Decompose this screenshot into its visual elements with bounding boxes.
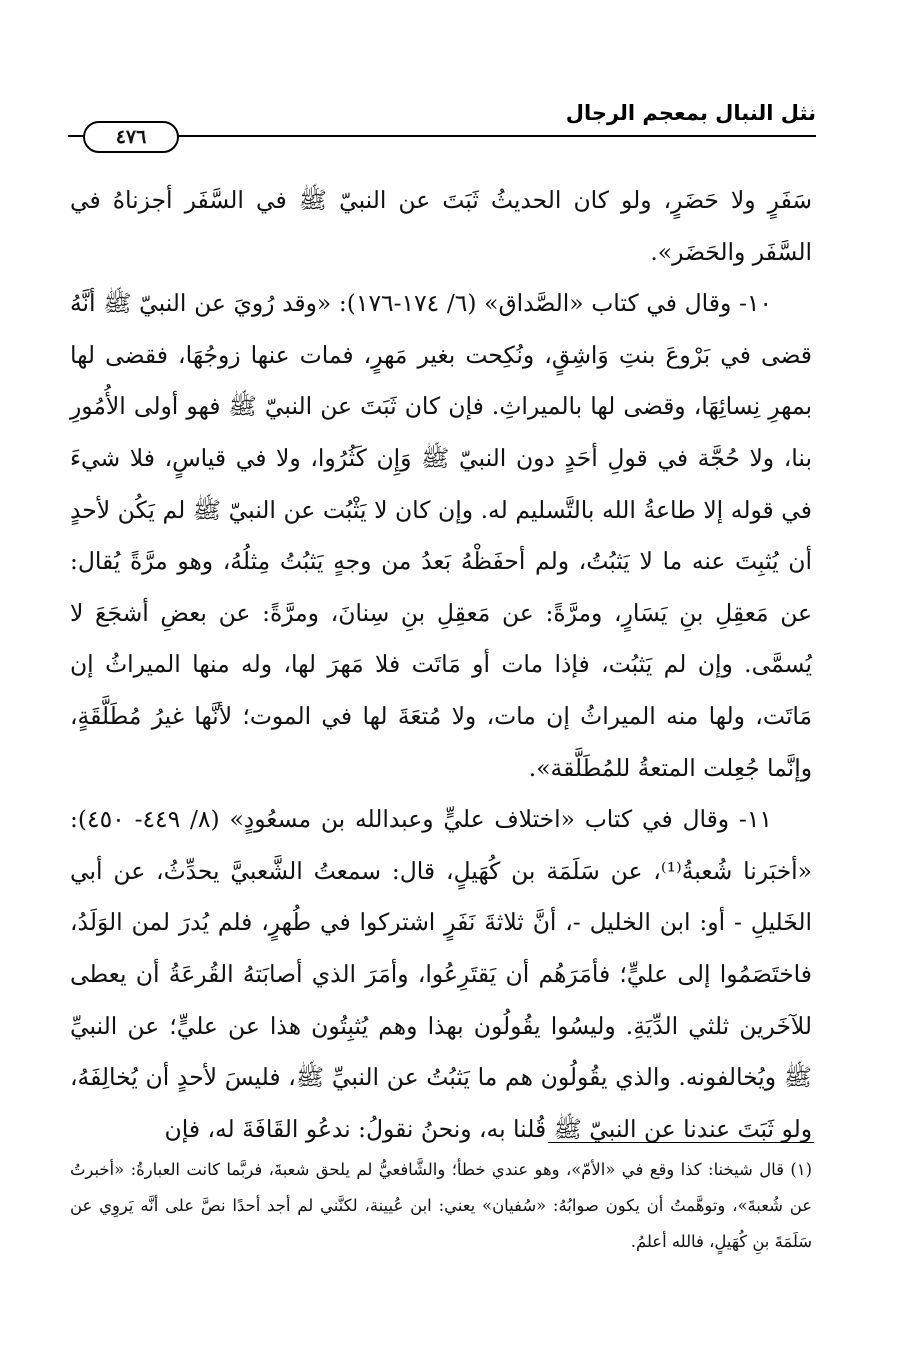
main-text — [70, 175, 812, 1155]
paragraph: سَفَرٍ ولا حَضَرٍ، ولو كان الحديثُ ثَبَتَ عن النبيّ ﷺ في السَّفَر أجزناهُ في السَّفَر والحَضَر». — [70, 186, 812, 266]
paragraph: ١٠- وقال في كتاب «الصَّداق» (٦/ ١٧٤-١٧٦): «وقد رُويَ عن النبيّ ﷺ أنَّهُ قضى في بَرْوعَ بنتِ وَاشِقٍ، ونُكِحت بغير مَهرٍ، فمات عنها زوجُهَا، فقضى لها بمهرِ نِسائِهَا، وقضى لها بالميراثِ. فإن كان ثَبَتَ عن النبيّ ﷺ فهو أولى الأُمُورِ بنا، ولا حُجَّة في قولِ أحَدٍ دون النبيّ ﷺ وَإِن كَثُرُوا، ولا في قياسٍ، فلا شيءَ في قوله إلا طاعةُ الله بالتَّسليم له. وإن كان لا يَثْبُت عن النبيّ ﷺ لم يَكُن لأحدٍ أن يُثبِتَ عنه ما لا يَثبُتُ، ولم أحفَظْهُ بَعدُ من وجهٍ يَثبُتُ مِثلُهُ، وهو مرَّةً يُقال: عن مَعقِلِ بنِ يَسَارٍ، ومرَّةً: عن مَعقِلِ بنِ سِنانَ، ومرَّةً: عن بعضِ أشجَعَ لا يُسمَّى. وإن لم يَثبُت، فإذا مات أو مَاتَت فلا مَهرَ لها، وله منها الميراثُ إن مَاتَت، ولها منه الميراثُ إن مات، ولا مُتعَةَ لها في الموت؛ لأنَّها غيرُ مُطَلَّقَةٍ، وإنَّما جُعِلت المتعةُ للمُطَلَّقة». — [70, 289, 812, 782]
page-header — [68, 95, 816, 155]
footnote: (١) قال شيخنا: كذا وقع في «الأمّ»، وهو عندي خطأ؛ والشَّافعيُّ لم يلحق شعبةَ، فربَّما كانت العبارةُ: «أخبرتُ عن شُعبةَ»، وتوهَّمتُ أن يكون صوابُهُ: «سُفيان» يعني: ابن عُيينة، لكنَّني لم أجد أحدًا نصَّ على أنَّه يَروِي عن سَلَمَةَ بنِ كُهَيلٍ، فالله أعلمُ. — [70, 1160, 812, 1251]
page-number-badge: ٤٧٦ — [83, 121, 179, 153]
running-title: نثل النبال بمعجم الرجال — [565, 101, 816, 125]
paragraph: ١١- وقال في كتاب «اختلاف عليٍّ وعبدالله بن مسعُودٍ» (٨/ ٤٤٩- ٤٥٠): «أخبَرنا شُعبةُ⁽¹⁾، عن سَلَمَة بن كُهَيلٍ، قال: سمعتُ الشَّعبيَّ يحدِّثُ، عن أبي الخَليلِ - أو: ابن الخليل -، أنَّ ثلاثةَ نَفَرٍ اشتركوا في طُهرٍ، فلم يُدرَ لمن الوَلَدُ، فاختَصَمُوا إلى عليٍّ؛ فأمَرَهُم أن يَقتَرِعُوا، وأمَرَ الذي أصابَتهُ القُرعَةُ أن يعطى للآخَرين ثلثي الدِّيَةِ. وليسُوا يقُولُون بهذا وهم يُثبِتُون هذا عن عليٍّ؛ عن النبيِّ ﷺ ويُخالفونه. والذي يقُولُون هم ما يَثبُتُ عن النبيِّ ﷺ، فليسَ لأحدٍ أن يُخالِفَهُ، ولو ثَبَتَ عندنا عن النبيّ ﷺ قُلنا به، ونحنُ نقولُ: ندعُو القَافَةَ له، فإن — [70, 805, 812, 1143]
footnotes — [70, 1152, 812, 1260]
footnote-separator — [548, 1142, 814, 1143]
header-rule — [68, 135, 816, 137]
